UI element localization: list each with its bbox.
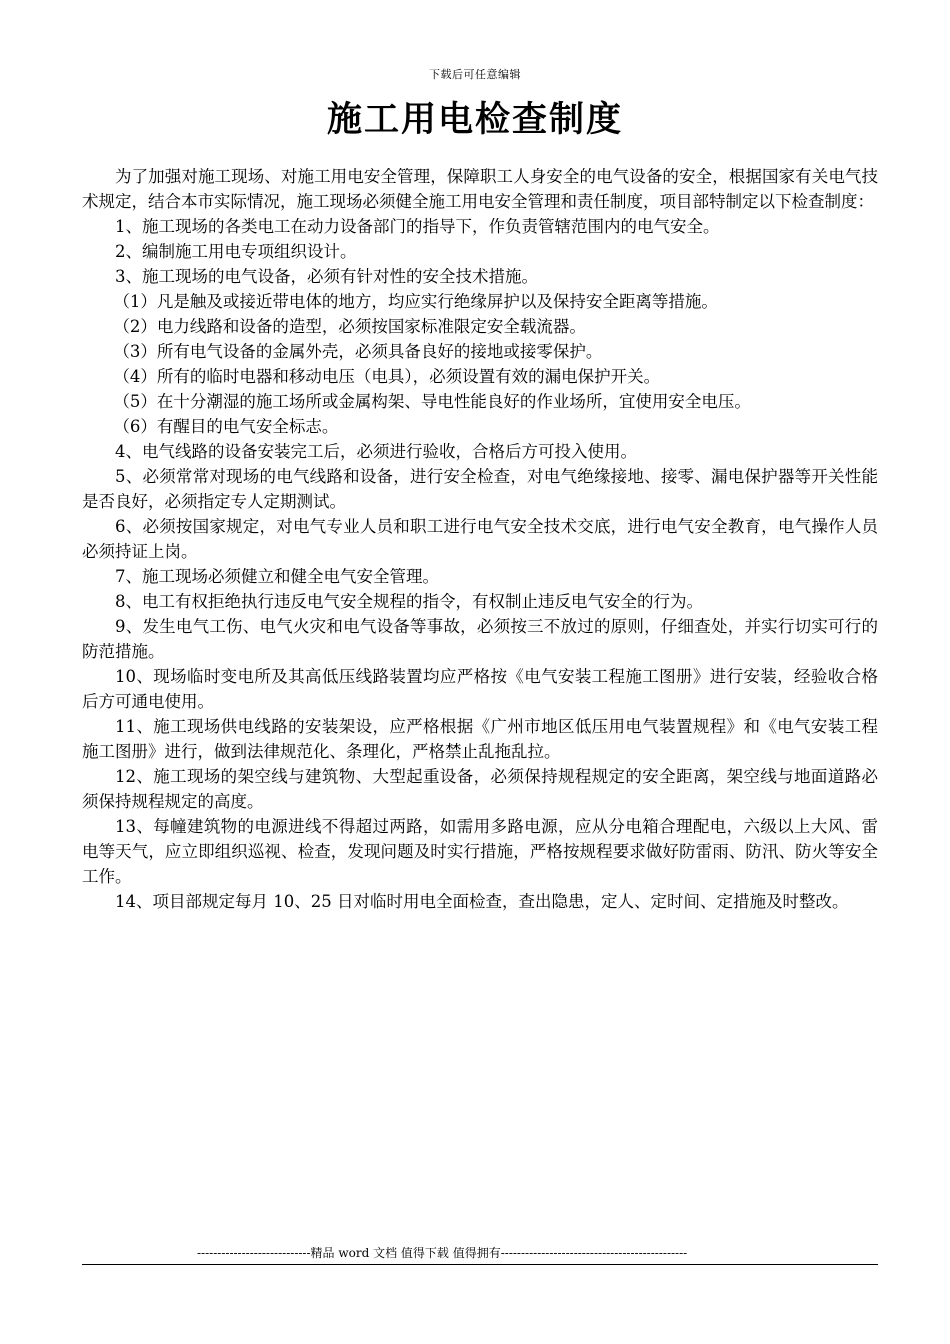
item-13: 13、每幢建筑物的电源进线不得超过两路，如需用多路电源，应从分电箱合理配电，六级以上大风、雷电等天气，应立即组织巡视、检查，发现问题及时实行措施，严格按规程要求做好防雷雨、防汛、防火等安全工作。 xyxy=(82,817,878,886)
item-9: 9、发生电气工伤、电气火灾和电气设备等事故，必须按三不放过的原则，仔细查处，并实行切实可行的防范措施。 xyxy=(82,617,878,661)
sub-item-3: （3）所有电气设备的金属外壳，必须具备良好的接地或接零保护。 xyxy=(113,342,603,361)
sub-item-6: （6）有醒目的电气安全标志。 xyxy=(113,417,339,436)
sub-item-4: （4）所有的临时电器和移动电压（电具），必须设置有效的漏电保护开关。 xyxy=(113,367,661,386)
item-8: 8、电工有权拒绝执行违反电气安全规程的指令，有权制止违反电气安全的行为。 xyxy=(115,592,703,611)
intro-paragraph: 为了加强对施工现场、对施工用电安全管理，保障职工人身安全的电气设备的安全，根据国家有关电气技术规定，结合本市实际情况，施工现场必须健全施工用电安全管理和责任制度，项目部特制定以下检查制度： xyxy=(82,167,878,211)
item-4: 4、电气线路的设备安装完工后，必须进行验收，合格后方可投入使用。 xyxy=(115,442,637,461)
item-2: 2、编制施工用电专项组织设计。 xyxy=(115,242,357,261)
document-title: 施工用电检查制度 xyxy=(326,99,623,140)
item-11: 11、施工现场供电线路的安装架设，应严格根据《广州市地区低压用电气装置规程》和《电气安装工程施工图册》进行，做到法律规范化、条理化，严格禁止乱拖乱拉。 xyxy=(82,717,878,761)
item-7: 7、施工现场必须健立和健全电气安全管理。 xyxy=(115,567,439,586)
document-body xyxy=(82,164,878,914)
item-10: 10、现场临时变电所及其高低压线路装置均应严格按《电气安装工程施工图册》进行安装，经验收合格后方可通电使用。 xyxy=(82,667,878,711)
item-5: 5、必须常常对现场的电气线路和设备，进行安全检查，对电气绝缘接地、接零、漏电保护器等开关性能是否良好，必须指定专人定期测试。 xyxy=(82,467,878,511)
sub-item-1: （1）凡是触及或接近带电体的地方，均应实行绝缘屏护以及保持安全距离等措施。 xyxy=(113,292,718,311)
item-12: 12、施工现场的架空线与建筑物、大型起重设备，必须保持规程规定的安全距离，架空线与地面道路必须保持规程规定的高度。 xyxy=(82,767,878,811)
item-14: 14、项目部规定每月 10、25 日对临时用电全面检查，查出隐患，定人、定时间、定措施及时整改。 xyxy=(115,892,849,911)
header-note: 下载后可任意编辑 xyxy=(429,68,521,81)
item-3: 3、施工现场的电气设备，必须有针对性的安全技术措施。 xyxy=(115,267,538,286)
sub-item-5: （5）在十分潮湿的施工场所或金属构架、导电性能良好的作业场所，宜使用安全电压。 xyxy=(113,392,751,411)
footer xyxy=(82,1244,878,1265)
footer-text: ----------------------------精品 word 文档 值得下载 值得拥有---------------------------------------------- xyxy=(197,1246,688,1260)
item-6: 6、必须按国家规定，对电气专业人员和职工进行电气安全技术交底，进行电气安全教育，电气操作人员必须持证上岗。 xyxy=(82,517,878,561)
sub-item-2: （2）电力线路和设备的造型，必须按国家标准限定安全载流器。 xyxy=(113,317,586,336)
item-1: 1、施工现场的各类电工在动力设备部门的指导下，作负责管辖范围内的电气安全。 xyxy=(115,217,720,236)
